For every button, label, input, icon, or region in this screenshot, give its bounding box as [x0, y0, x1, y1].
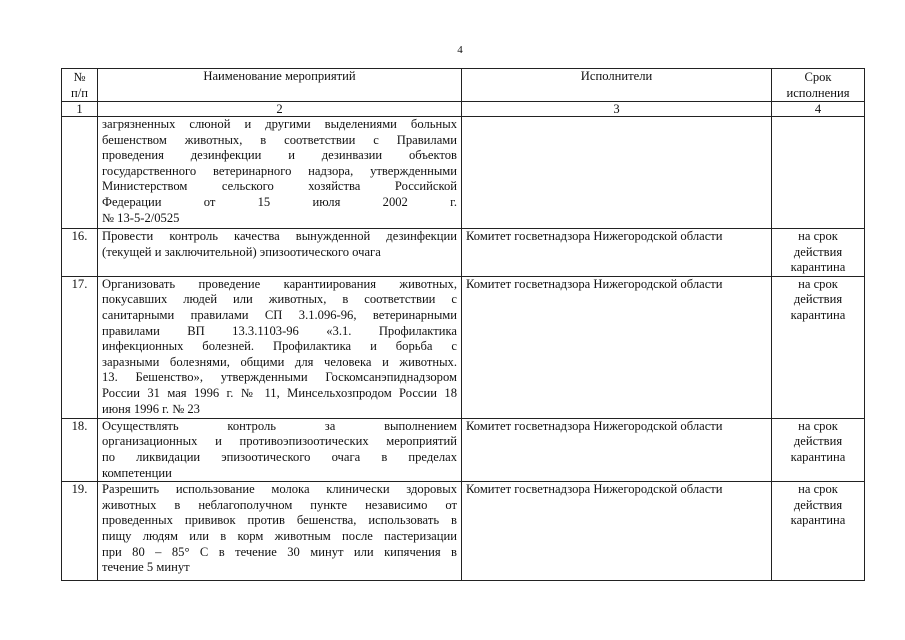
measure-description-line: компетенции [102, 465, 172, 480]
measure-description [98, 229, 462, 277]
measure-description [98, 418, 462, 481]
header-term [772, 69, 865, 102]
measure-description-line: 13. Бешенство», утвержденными Госкомсанэпиднадзором [102, 370, 457, 385]
measure-description-line: Федерации от 15 июля 2002 г. [102, 194, 457, 209]
measure-description-line: по ликвидации эпизоотического очага в пределах [102, 449, 457, 464]
measure-description-line: Организовать проведение карантиирования животных, [102, 276, 457, 291]
measure-description-line: заразными болезнями, общими для человека и животных. [102, 354, 457, 369]
table-row [62, 229, 865, 277]
header-term-line2: исполнения [786, 86, 850, 100]
measure-description [98, 117, 462, 229]
executor: Комитет госветнадзора Нижегородской области [462, 229, 772, 277]
execution-term-line: действия [793, 497, 843, 512]
header-term-line1: Срок [804, 70, 832, 84]
execution-term [772, 418, 865, 481]
measure-description-line: проведения дезинфекции и дезинвазии объектов [102, 148, 457, 163]
measure-description-line: организационных и противоэпизоотических мероприятий [102, 434, 457, 449]
measure-description-line: правилами ВП 13.3.1103-96 «3.1. Профилактика [102, 323, 457, 338]
column-numbers-row [62, 102, 865, 117]
execution-term-line: на срок [798, 276, 838, 291]
execution-term-line: на срок [798, 418, 838, 433]
table-row [62, 418, 865, 481]
table-row [62, 482, 865, 581]
executor: Комитет госветнадзора Нижегородской области [462, 418, 772, 481]
column-number: 3 [462, 102, 772, 117]
header-number-line2: п/п [71, 86, 88, 100]
measure-description-line: пищу людям или в корм животным после пастеризации [102, 528, 457, 543]
header-executors: Исполнители [462, 69, 772, 102]
execution-term [772, 276, 865, 418]
header-number [62, 69, 98, 102]
execution-term [772, 117, 865, 229]
execution-term-line: действия [793, 244, 843, 259]
execution-term [772, 482, 865, 581]
row-number: 16. [62, 229, 98, 277]
execution-term [772, 229, 865, 277]
execution-term-line: карантина [790, 307, 846, 322]
execution-term-line: карантина [790, 513, 846, 528]
measure-description-line: инфекционных болезней. Профилактика и борьба с [102, 339, 457, 354]
measure-description [98, 276, 462, 418]
measure-description-line: № 13-5-2/0525 [102, 210, 180, 225]
measure-description-line: покусавших людей или животных, в соответствии с [102, 292, 457, 307]
executor [462, 117, 772, 229]
row-number: 19. [62, 482, 98, 581]
measure-description-line: животных в неблагополучном пункте независимо от [102, 497, 457, 512]
row-number: 18. [62, 418, 98, 481]
column-number: 1 [62, 102, 98, 117]
measure-description-line: загрязненных слюной и другими выделениями больных [102, 117, 457, 131]
column-number: 4 [772, 102, 865, 117]
executor: Комитет госветнадзора Нижегородской области [462, 276, 772, 418]
measure-description-line: Министерством сельского хозяйства Российской [102, 179, 457, 194]
measure-description-line: Осуществлять контроль за выполнением [102, 418, 457, 433]
measure-description-line: июня 1996 г. № 23 [102, 401, 200, 416]
table-body [62, 117, 865, 581]
measure-description [98, 482, 462, 581]
measures-table [61, 68, 865, 581]
measure-description-line: проведенных прививок против бешенства, использовать в [102, 513, 457, 528]
table-row [62, 117, 865, 229]
measure-description-line: течение 5 минут [102, 560, 190, 575]
execution-term-line: карантина [790, 260, 846, 275]
execution-term-line: карантина [790, 449, 846, 464]
column-number: 2 [98, 102, 462, 117]
measure-description-line: России 31 мая 1996 г. № 11, Минсельхозпродом России 18 [102, 385, 457, 400]
measure-description-line: бешенством животных, в соответствии с Правилами [102, 132, 457, 147]
execution-term-line: действия [793, 292, 843, 307]
table-row [62, 276, 865, 418]
measure-description-line: (текущей и заключительной) эпизоотического очага [102, 244, 381, 259]
row-number [62, 117, 98, 229]
measure-description-line: государственного ветеринарного надзора, утвержденными [102, 163, 457, 178]
execution-term-line: на срок [798, 229, 838, 243]
measure-description-line: Разрешить использование молока клинически здоровых [102, 482, 457, 497]
header-name: Наименование мероприятий [98, 69, 462, 102]
execution-term-line: на срок [798, 482, 838, 497]
measure-description-line: при 80 – 85° С в течение 30 минут или кипячения в [102, 544, 457, 559]
measure-description-line: Провести контроль качества вынужденной дезинфекции [102, 229, 457, 243]
header-number-line1: № [73, 70, 86, 84]
table-header [62, 69, 865, 117]
execution-term-line: действия [793, 434, 843, 449]
row-number: 17. [62, 276, 98, 418]
measure-description-line: санитарными правилами СП 3.1.096-96, ветеринарными [102, 307, 457, 322]
executor: Комитет госветнадзора Нижегородской области [462, 482, 772, 581]
page-number: 4 [457, 44, 463, 56]
